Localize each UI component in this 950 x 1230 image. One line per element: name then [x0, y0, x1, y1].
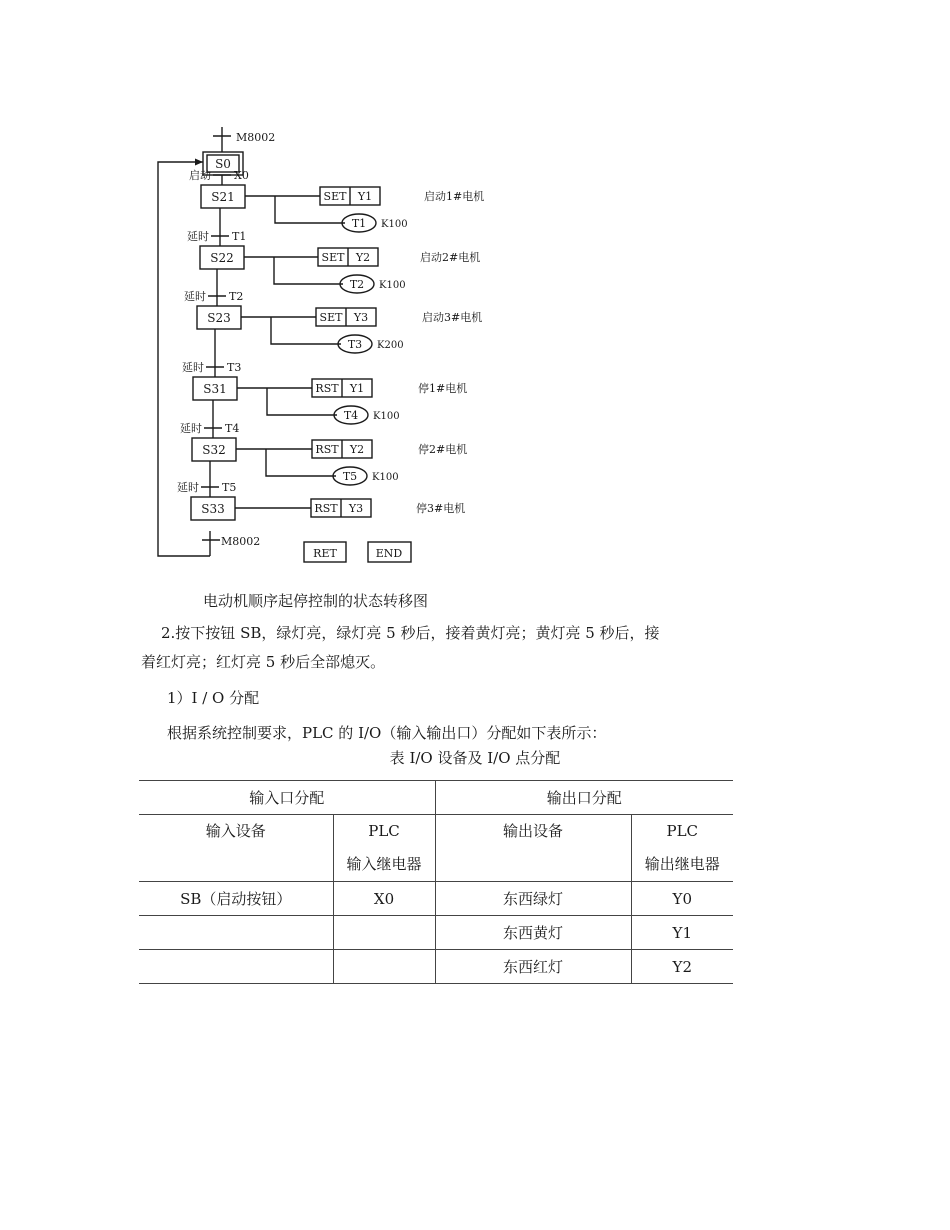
header-plc-input-relay — [333, 815, 435, 882]
cell-input-device — [139, 950, 333, 984]
coil-instruction: SET — [321, 251, 345, 264]
transition-label: 启动 — [189, 169, 211, 182]
action-note: 启动2#电机 — [420, 251, 481, 264]
transition-label: 延时 — [180, 422, 202, 435]
coil-device: Y1 — [349, 382, 365, 395]
header-plc-out-line2: 输出继电器 — [644, 855, 720, 873]
step-label: S31 — [203, 382, 227, 396]
initial-step-label: S0 — [215, 157, 231, 171]
transition-contact-label: T2 — [229, 290, 244, 303]
paragraph-line-2: 着红灯亮；红灯亮 5 秒后全部熄灭。 — [141, 653, 386, 671]
header-plc-out-line1: PLC — [666, 822, 699, 840]
timer-label: T2 — [349, 278, 365, 291]
coil-instruction: RST — [314, 502, 338, 515]
cell-input-relay — [333, 950, 435, 984]
cell-input-device: SB（启动按钮） — [180, 890, 292, 908]
cell-output-device: 东西黄灯 — [435, 916, 631, 950]
cell-input-device — [139, 916, 333, 950]
cell-output-relay: Y0 — [631, 882, 733, 916]
state-transition-diagram — [0, 0, 950, 580]
cell-output-relay: Y2 — [631, 950, 733, 984]
cell-output-device: 东西红灯 — [435, 950, 631, 984]
initial-condition-label: M8002 — [236, 131, 276, 144]
timer-preset: K100 — [379, 280, 406, 291]
table-row — [139, 950, 733, 984]
coil-device: Y2 — [349, 443, 365, 456]
header-input-device-text: 输入设备 — [205, 822, 266, 840]
action-note: 停2#电机 — [418, 443, 468, 456]
coil-instruction: SET — [323, 190, 347, 203]
header-output-device — [435, 815, 631, 882]
header-plc-in-line2: 输入继电器 — [346, 855, 422, 873]
action-note: 启动1#电机 — [424, 190, 485, 203]
timer-label: T3 — [347, 338, 363, 351]
table-title: 表 I/O 设备及 I/O 点分配 — [389, 749, 561, 767]
group-output-header: 输出口分配 — [435, 781, 733, 815]
cell-input-relay — [333, 916, 435, 950]
header-plc-in-line1: PLC — [368, 822, 400, 840]
return-condition-label: M8002 — [221, 535, 261, 548]
cell-output-relay: Y1 — [631, 916, 733, 950]
group-input-header: 输入口分配 — [249, 789, 325, 807]
table-row — [139, 882, 733, 916]
timer-label: T4 — [343, 409, 359, 422]
step-label: S32 — [202, 443, 226, 457]
transition-label: 延时 — [182, 361, 204, 374]
header-output-device-text: 输出设备 — [503, 822, 564, 840]
coil-device: Y1 — [357, 190, 373, 203]
timer-preset: K200 — [377, 340, 404, 351]
header-plc-output-relay — [631, 815, 733, 882]
step-label: S21 — [211, 190, 235, 204]
table-group-header-row — [139, 781, 733, 815]
io-allocation-table — [139, 780, 733, 984]
transition-label: 延时 — [187, 230, 209, 243]
paragraph-line-1: 2.按下按钮 SB，绿灯亮，绿灯亮 5 秒后，接着黄灯亮；黄灯亮 5 秒后，接 — [161, 624, 660, 642]
transition-contact-label: T3 — [227, 361, 242, 374]
transition-label: 延时 — [177, 481, 199, 494]
action-note: 停3#电机 — [416, 502, 466, 515]
coil-device: Y3 — [353, 311, 369, 324]
section-heading: 1）I / O 分配 — [167, 689, 260, 707]
transition-contact-label: T4 — [225, 422, 240, 435]
coil-device: Y3 — [348, 502, 364, 515]
coil-instruction: SET — [319, 311, 343, 324]
timer-preset: K100 — [381, 219, 408, 230]
figure-caption: 电动机顺序起停控制的状态转移图 — [203, 592, 429, 610]
coil-instruction: RST — [315, 382, 339, 395]
header-input-device — [139, 815, 333, 882]
transition-contact-label: T1 — [232, 230, 247, 243]
coil-instruction: RST — [315, 443, 339, 456]
transition-label: 延时 — [184, 290, 206, 303]
ret-box-label: RET — [313, 547, 337, 560]
timer-preset: K100 — [372, 472, 399, 483]
transition-contact-label: X0 — [234, 169, 249, 182]
step-label: S33 — [201, 502, 225, 516]
table-column-header-row — [139, 815, 733, 882]
timer-label: T5 — [342, 470, 358, 483]
end-box-label: END — [375, 547, 403, 560]
timer-preset: K100 — [373, 411, 400, 422]
coil-device: Y2 — [355, 251, 371, 264]
action-note: 启动3#电机 — [422, 311, 483, 324]
action-note: 停1#电机 — [418, 382, 468, 395]
step-label: S23 — [207, 311, 231, 325]
step-label: S22 — [210, 251, 234, 265]
transition-contact-label: T5 — [222, 481, 237, 494]
cell-output-device: 东西绿灯 — [435, 882, 631, 916]
intro-text: 根据系统控制要求，PLC 的 I/O（输入输出口）分配如下表所示： — [167, 724, 607, 742]
table-row — [139, 916, 733, 950]
cell-input-relay: X0 — [333, 882, 435, 916]
timer-label: T1 — [351, 217, 367, 230]
